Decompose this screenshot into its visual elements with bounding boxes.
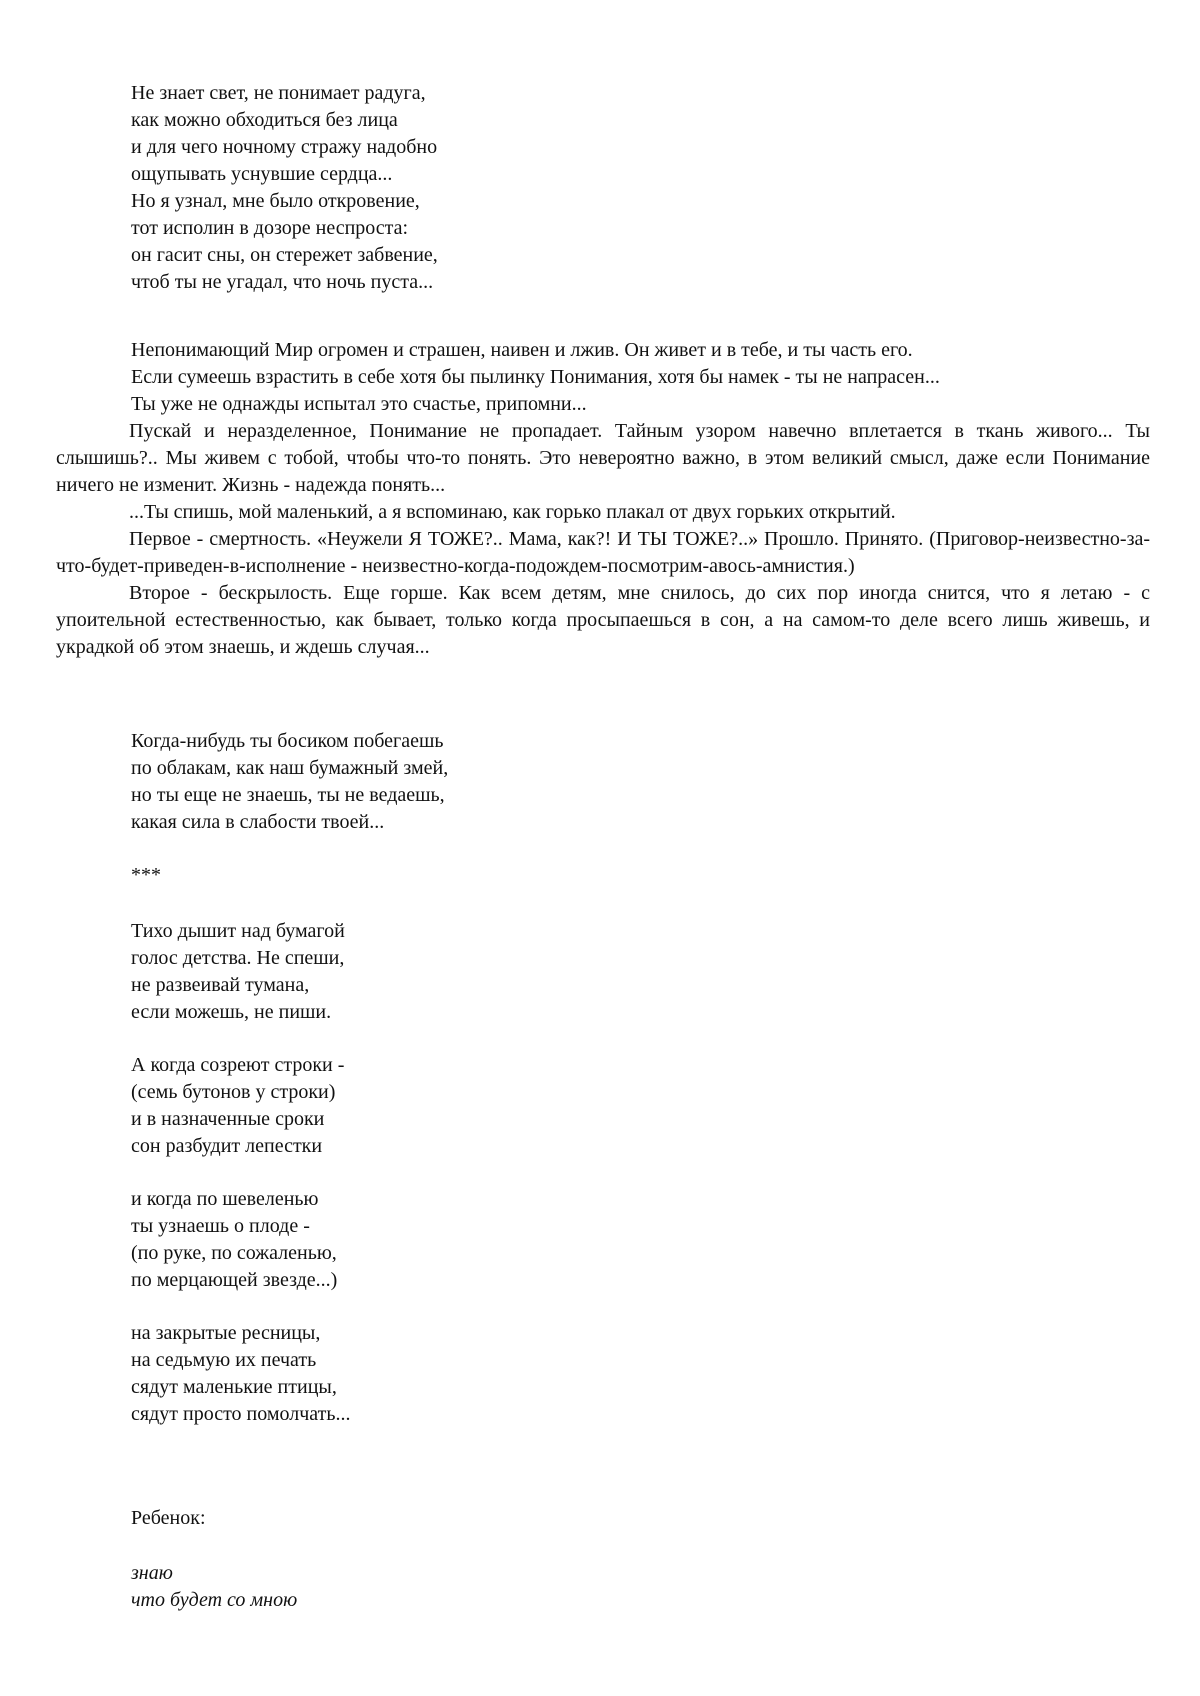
poem-line: ты узнаешь о плоде - (131, 1215, 310, 1237)
poem-line: Когда-нибудь ты босиком побегаешь (131, 730, 444, 752)
poem-line: (по руке, по сожаленью, (131, 1242, 337, 1264)
poem-line: на закрытые ресницы, (131, 1322, 321, 1344)
poem-line: знаю (131, 1562, 173, 1584)
poem-line: Но я узнал, мне было откровение, (131, 190, 420, 212)
poem-line: какая сила в слабости твоей... (131, 811, 385, 833)
poem-line: сядут маленькие птицы, (131, 1376, 337, 1398)
prose-paragraph: Если сумеешь взрастить в себе хотя бы пылинку Понимания, хотя бы намек - ты не напрасен... (131, 366, 940, 388)
prose-paragraph: Пускай и неразделенное, Понимание не пропадает. Тайным узором навечно вплетается в ткань живого... Ты слышишь?.. Мы живем с тобой, чтобы что-то понять. Это невероятно важно, в этом великий смысл, даже если Понимание ничего не изменит. Жизнь - надежда понять... (56, 420, 1150, 496)
poem-line: но ты еще не знаешь, ты не ведаешь, (131, 784, 445, 806)
poem-line: Тихо дышит над бумагой (131, 920, 345, 942)
section-separator (131, 862, 161, 889)
poem-line: не развеивай тумана, (131, 974, 310, 996)
poem-line: на седьмую их печать (131, 1349, 317, 1371)
stanza-2 (131, 1052, 344, 1160)
poem-line: он гасит сны, он стережет забвение, (131, 244, 438, 266)
poem-line: ощупывать уснувшие сердца... (131, 163, 393, 185)
poem-line: и когда по шевеленью (131, 1188, 319, 1210)
poem-line: сон разбудит лепестки (131, 1135, 323, 1157)
prose-paragraph: Непонимающий Мир огромен и страшен, наивен и лжив. Он живет и в тебе, и ты часть его. (131, 339, 913, 361)
stanza-3 (131, 1186, 337, 1294)
prose-paragraph: ...Ты спишь, мой маленький, а я вспоминаю, как горько плакал от двух горьких открытий. (129, 501, 896, 523)
poem-line: голос детства. Не спеши, (131, 947, 345, 969)
speaker-label: Ребенок: (131, 1507, 206, 1529)
poem-opening (131, 80, 438, 296)
child-lines (131, 1560, 297, 1614)
poem-line: и в назначенные сроки (131, 1108, 325, 1130)
prose-paragraph: Ты уже не однажды испытал это счастье, припомни... (131, 393, 587, 415)
prose-paragraph: Первое - смертность. «Неужели Я ТОЖЕ?.. Мама, как?! И ТЫ ТОЖЕ?..» Прошло. Принято. (Приговор-неизвестно-за-что-будет-приведен-в-исполнение - неизвестно-когда-подождем-посмотрим-авось-амнистия.) (56, 528, 1150, 577)
poem-line: сядут просто помолчать... (131, 1403, 351, 1425)
speaker-label-block (131, 1505, 206, 1532)
poem-line: А когда созреют строки - (131, 1054, 345, 1076)
poem-line: если можешь, не пиши. (131, 1001, 332, 1023)
poem-line: Не знает свет, не понимает радуга, (131, 82, 426, 104)
poem-line: и для чего ночному стражу надобно (131, 136, 438, 158)
separator-stars: *** (131, 864, 161, 886)
poem-quatrain (131, 728, 448, 836)
poem-line: тот исполин в дозоре неспроста: (131, 217, 409, 239)
prose-paragraph: Второе - бескрылость. Еще горше. Как всем детям, мне снилось, до сих пор иногда снится, что я летаю - с упоительной естественностью, как бывает, только когда просыпаешься в сон, а на самом-то деле всего лишь живешь, и украдкой об этом знаешь, и ждешь случая... (56, 582, 1150, 658)
poem-line: что будет со мною (131, 1589, 298, 1611)
prose-section (56, 337, 1150, 661)
stanza-1 (131, 918, 345, 1026)
stanza-4 (131, 1320, 351, 1428)
poem-line: как можно обходиться без лица (131, 109, 398, 131)
poem-line: (семь бутонов у строки) (131, 1081, 336, 1103)
poem-line: по мерцающей звезде...) (131, 1269, 338, 1291)
poem-line: по облакам, как наш бумажный змей, (131, 757, 449, 779)
poem-line: чтоб ты не угадал, что ночь пуста... (131, 271, 434, 293)
